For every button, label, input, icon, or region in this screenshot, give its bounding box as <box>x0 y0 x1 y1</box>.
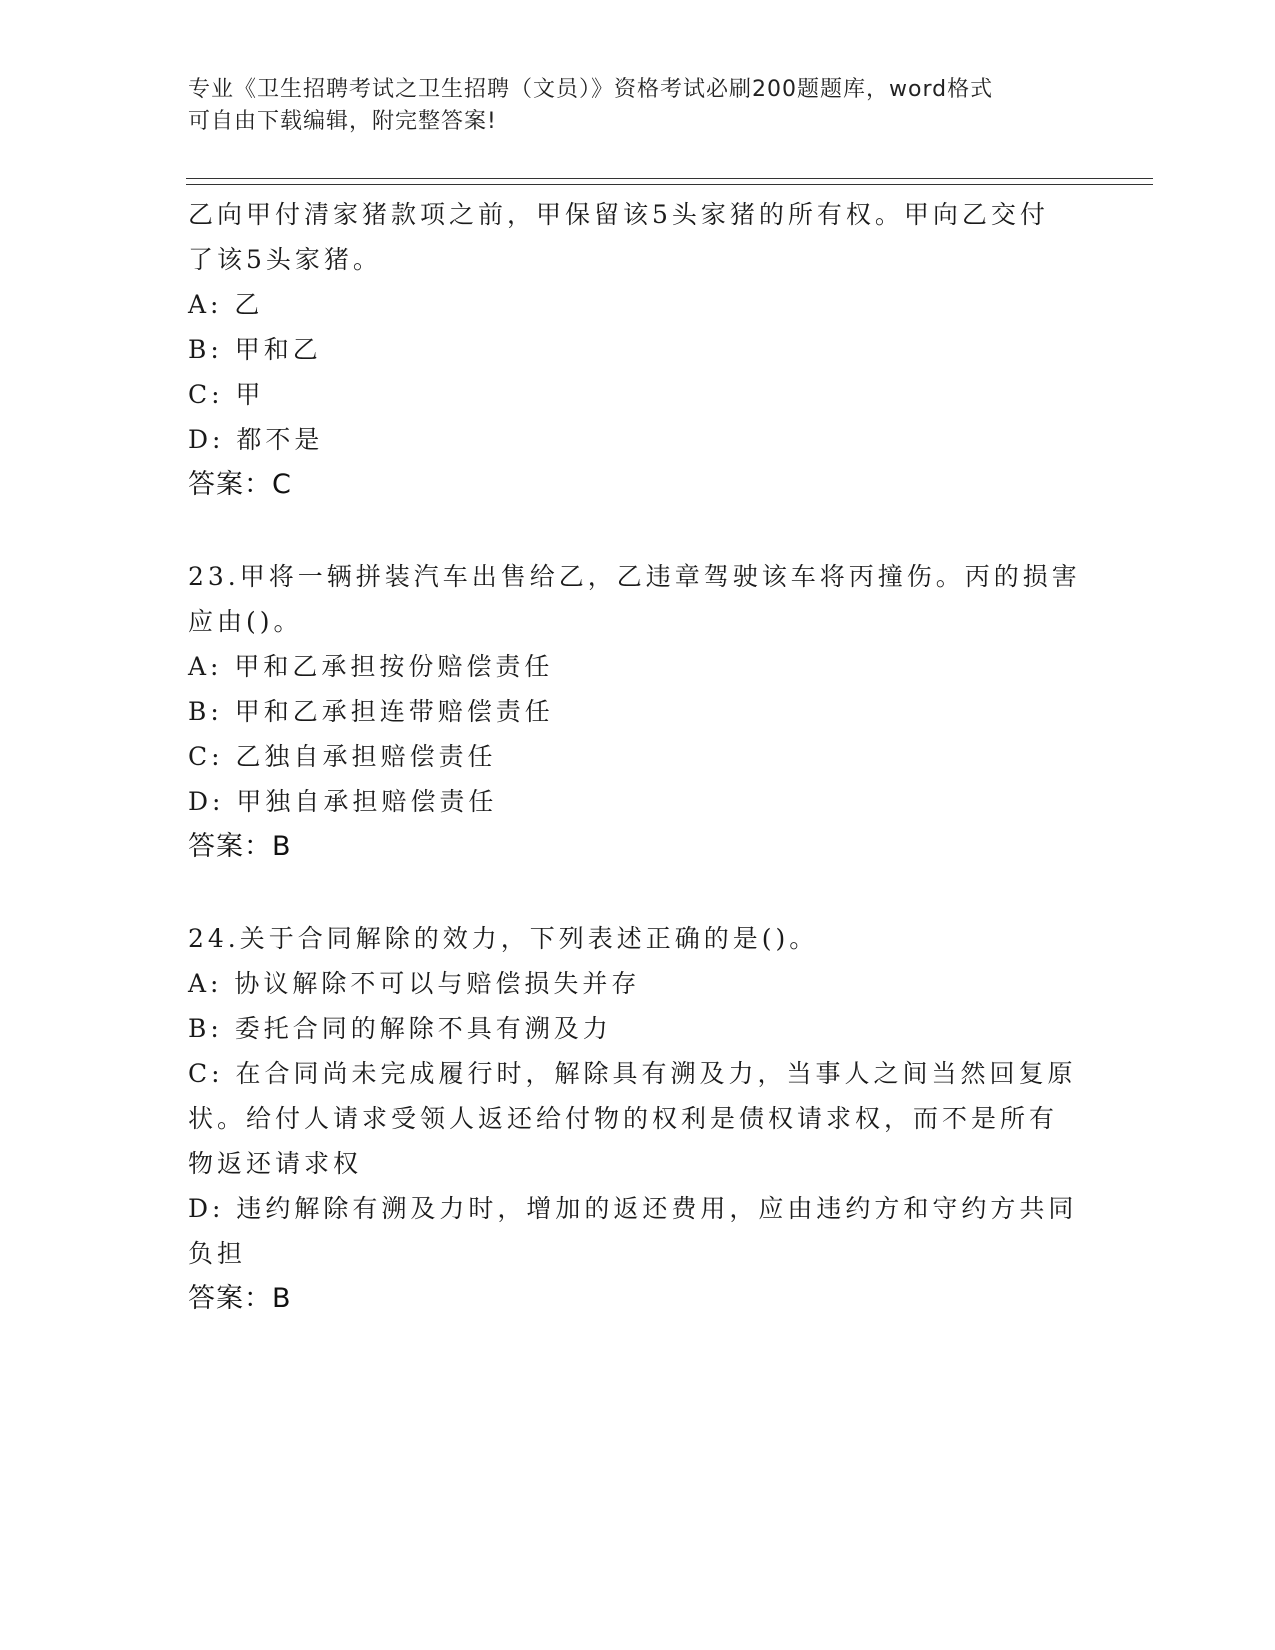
question-23 <box>188 554 1088 869</box>
question-24 <box>188 916 1088 1321</box>
option-c: C: 乙独自承担赔偿责任 <box>188 742 497 771</box>
option-b: B: 委托合同的解除不具有溯及力 <box>188 1014 612 1043</box>
header-line-2: 可自由下载编辑，附完整答案! <box>188 109 497 134</box>
question-22 <box>188 192 1088 507</box>
spacer <box>188 869 1088 916</box>
answer-line: 答案：B <box>188 831 292 862</box>
question-stem-line: 23.甲将一辆拼装汽车出售给乙，乙违章驾驶该车将丙撞伤。丙的损害 <box>188 562 1081 591</box>
question-content <box>188 192 1088 1321</box>
option-d-continued: 负担 <box>188 1239 247 1268</box>
option-c: C: 甲 <box>188 380 265 409</box>
option-a: A: 甲和乙承担按份赔偿责任 <box>188 652 554 681</box>
option-d: D: 甲独自承担赔偿责任 <box>188 787 498 816</box>
page-header <box>188 74 1088 138</box>
question-stem-line: 了该5头家猪。 <box>188 245 382 274</box>
option-c-continued: 物返还请求权 <box>188 1149 363 1178</box>
header-line-1: 专业《卫生招聘考试之卫生招聘（文员）》资格考试必刷200题题库，word格式 <box>188 77 994 102</box>
option-c-continued: 状。给付人请求受领人返还给付物的权利是债权请求权，而不是所有 <box>188 1104 1059 1133</box>
answer-line: 答案：C <box>188 469 292 500</box>
header-double-rule <box>186 178 1153 185</box>
option-a: A: 乙 <box>188 290 264 319</box>
answer-line: 答案：B <box>188 1283 292 1314</box>
option-c: C: 在合同尚未完成履行时，解除具有溯及力，当事人之间当然回复原 <box>188 1059 1077 1088</box>
question-stem-line: 应由()。 <box>188 607 303 636</box>
option-d: D: 都不是 <box>188 425 324 454</box>
question-stem-line: 乙向甲付清家猪款项之前，甲保留该5头家猪的所有权。甲向乙交付 <box>188 200 1049 229</box>
question-stem-line: 24.关于合同解除的效力，下列表述正确的是()。 <box>188 924 819 953</box>
option-d: D: 违约解除有溯及力时，增加的返还费用，应由违约方和守约方共同 <box>188 1194 1078 1223</box>
spacer <box>188 507 1088 554</box>
option-b: B: 甲和乙承担连带赔偿责任 <box>188 697 554 726</box>
option-a: A: 协议解除不可以与赔偿损失并存 <box>188 969 641 998</box>
option-b: B: 甲和乙 <box>188 335 322 364</box>
